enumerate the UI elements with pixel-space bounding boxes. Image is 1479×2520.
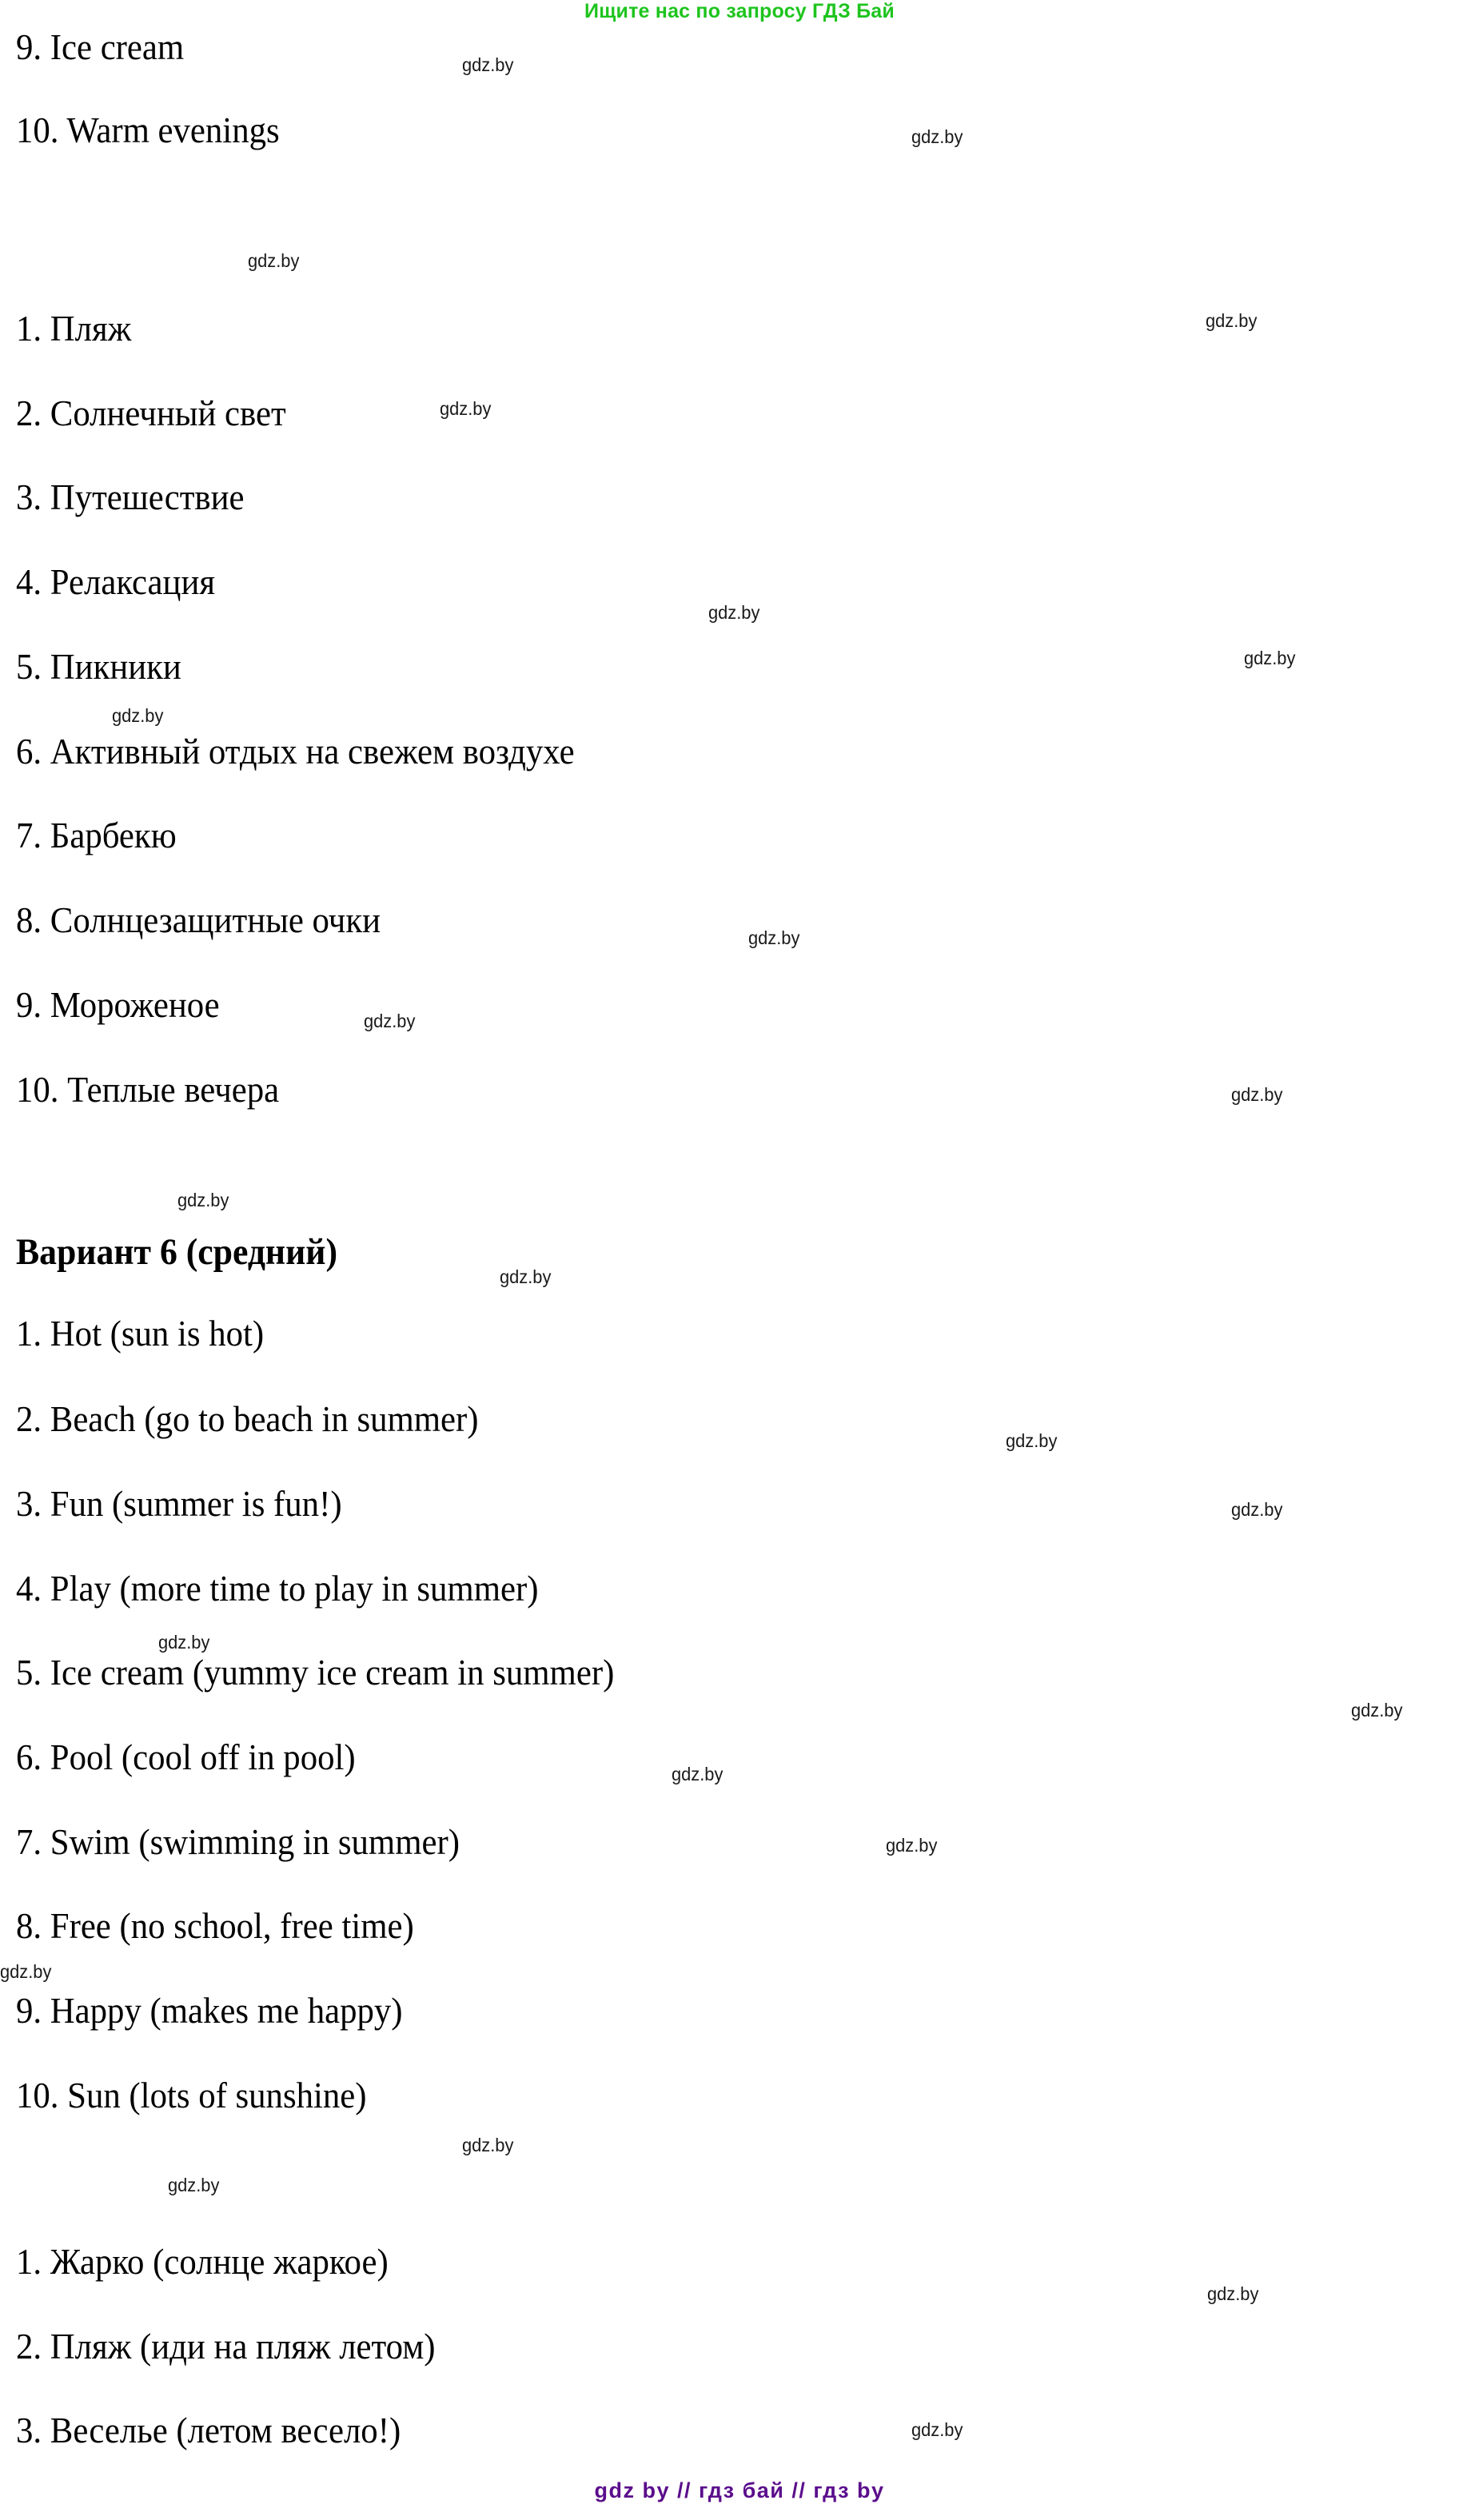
answer-line: 3. Веселье (летом весело!) [16, 2410, 401, 2450]
answer-line: 7. Барбекю [16, 815, 177, 855]
answer-line: 6. Активный отдых на свежем воздухе [16, 731, 575, 772]
gdz-watermark: gdz.by [1231, 1084, 1283, 1105]
gdz-watermark: gdz.by [748, 927, 800, 948]
gdz-watermark: gdz.by [158, 1632, 210, 1653]
gdz-watermark: gdz.by [440, 398, 492, 419]
answer-line: 9. Мороженое [16, 984, 220, 1025]
gdz-watermark: gdz.by [462, 2135, 514, 2155]
gdz-watermark: gdz.by [886, 1835, 938, 1856]
answer-line: 8. Солнцезащитные очки [16, 899, 381, 940]
answer-line: 6. Pool (cool off in pool) [16, 1736, 356, 1777]
answer-line: 2. Beach (go to beach in summer) [16, 1398, 479, 1439]
answer-line: 3. Путешествие [16, 476, 245, 517]
gdz-watermark: gdz.by [177, 1190, 229, 1210]
gdz-watermark: gdz.by [911, 2419, 963, 2440]
gdz-watermark: gdz.by [500, 1266, 552, 1287]
gdz-watermark: gdz.by [1207, 2283, 1259, 2304]
answer-line: 3. Fun (summer is fun!) [16, 1483, 342, 1524]
answer-line: 2. Солнечный свет [16, 393, 286, 433]
gdz-watermark: gdz.by [364, 1011, 416, 1031]
answer-line: 5. Пикники [16, 646, 181, 687]
answer-line: 9. Happy (makes me happy) [16, 1990, 403, 2031]
answer-line: 7. Swim (swimming in summer) [16, 1821, 460, 1862]
variant-heading: Вариант 6 (средний) [16, 1231, 338, 1273]
promo-footer-text: gdz by // гдз бай // гдз by [594, 2478, 885, 2502]
answer-line: 1. Пляж [16, 308, 132, 349]
answer-line: 1. Жарко (солнце жаркое) [16, 2241, 389, 2282]
gdz-watermark: gdz.by [911, 126, 963, 147]
gdz-watermark: gdz.by [1006, 1430, 1058, 1451]
promo-header-text: Ищите нас по запросу ГДЗ Бай [584, 0, 895, 22]
answer-line: 5. Ice cream (yummy ice cream in summer) [16, 1652, 615, 1693]
answer-line: 1. Hot (sun is hot) [16, 1313, 265, 1354]
answer-line: 8. Free (no school, free time) [16, 1905, 414, 1946]
gdz-watermark: gdz.by [1244, 648, 1296, 668]
gdz-watermark: gdz.by [1351, 1700, 1403, 1721]
gdz-watermark: gdz.by [112, 705, 164, 726]
gdz-watermark: gdz.by [1231, 1499, 1283, 1520]
gdz-watermark: gdz.by [1206, 310, 1258, 331]
answer-line: 4. Релаксация [16, 561, 216, 602]
gdz-watermark: gdz.by [708, 602, 760, 623]
gdz-watermark: gdz.by [0, 1961, 52, 1982]
gdz-watermark: gdz.by [248, 250, 300, 271]
answer-line: 10. Sun (lots of sunshine) [16, 2075, 367, 2115]
gdz-watermark: gdz.by [462, 54, 514, 75]
answer-line: 2. Пляж (иди на пляж летом) [16, 2326, 436, 2366]
gdz-watermark: gdz.by [672, 1764, 724, 1784]
answer-line: 4. Play (more time to play in summer) [16, 1568, 539, 1609]
gdz-watermark: gdz.by [168, 2175, 220, 2195]
answer-line: 10. Warm evenings [16, 110, 280, 150]
answer-line: 9. Ice cream [16, 26, 185, 67]
answer-line: 10. Теплые вечера [16, 1069, 280, 1110]
